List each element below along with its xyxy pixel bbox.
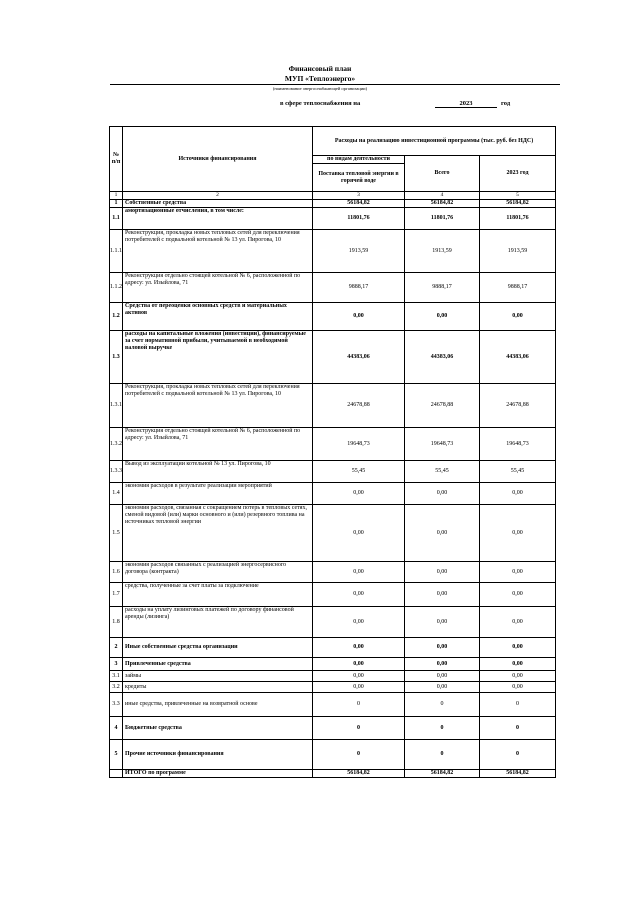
row-value-supply: 0,00 <box>313 483 405 505</box>
row-number: 3.3 <box>110 693 123 717</box>
table-row <box>110 200 556 208</box>
row-number: 1.7 <box>110 583 123 607</box>
plan-year: 2023 <box>435 100 497 108</box>
row-number: 3 <box>110 658 123 671</box>
row-source-name: амортизационные отчисления, в том числе: <box>123 208 313 230</box>
row-number: 1.3.1 <box>110 384 123 428</box>
row-value-year: 0,00 <box>480 671 556 682</box>
header-expenses: Расходы на реализацию инвестиционной программы (тыс. руб. без НДС) <box>313 127 556 156</box>
row-source-name: средства, полученные за счет платы за подключение <box>123 583 313 607</box>
row-number: 1 <box>110 200 123 208</box>
row-value-supply: 0,00 <box>313 658 405 671</box>
row-source-name: кредиты <box>123 682 313 693</box>
row-value-supply: 44383,06 <box>313 331 405 384</box>
row-value-total: 0 <box>405 717 480 740</box>
row-value-supply: 0,00 <box>313 505 405 562</box>
row-source-name: иные средства, привлеченные на возвратной основе <box>123 693 313 717</box>
table-row <box>110 461 556 483</box>
sphere-label: в сфере теплоснабжения на <box>280 100 361 107</box>
table-row <box>110 671 556 682</box>
table-row <box>110 658 556 671</box>
row-value-total: 44383,06 <box>405 331 480 384</box>
table-row <box>110 273 556 303</box>
row-source-name: Привлеченные средства <box>123 658 313 671</box>
year-suffix: год <box>501 100 511 107</box>
row-value-year: 24678,88 <box>480 384 556 428</box>
row-value-supply: 0 <box>313 717 405 740</box>
row-value-year: 55,45 <box>480 461 556 483</box>
table-row <box>110 770 556 778</box>
header-source: Источники финансирования <box>123 127 313 192</box>
row-value-year: 19648,73 <box>480 428 556 461</box>
header-num: № п/п <box>110 127 123 192</box>
table-row <box>110 331 556 384</box>
row-value-total: 0,00 <box>405 638 480 658</box>
table-row <box>110 682 556 693</box>
row-source-name: Бюджетные средства <box>123 717 313 740</box>
row-number: 1.4 <box>110 483 123 505</box>
row-source-name: Собственные средства <box>123 200 313 208</box>
row-value-year: 0,00 <box>480 607 556 638</box>
row-source-name: Вывод из эксплуатации котельной № 13 ул. Пирогова, 10 <box>123 461 313 483</box>
row-value-total: 0,00 <box>405 562 480 583</box>
row-value-supply: 11801,76 <box>313 208 405 230</box>
row-value-supply: 0,00 <box>313 583 405 607</box>
row-number: 1.2 <box>110 303 123 331</box>
row-value-supply: 56184,82 <box>313 200 405 208</box>
table-row <box>110 717 556 740</box>
row-value-year: 0,00 <box>480 303 556 331</box>
table-row <box>110 384 556 428</box>
column-index: 1 <box>110 192 123 200</box>
row-number: 1.8 <box>110 607 123 638</box>
row-value-total: 0,00 <box>405 303 480 331</box>
row-value-supply: 24678,88 <box>313 384 405 428</box>
row-source-name: Прочие источники финансирования <box>123 740 313 770</box>
row-source-name: экономия расходов связанных с реализацией энергосервисного договора (контракта) <box>123 562 313 583</box>
row-value-year: 56184,82 <box>480 770 556 778</box>
row-source-name: экономия расходов, связанная с сокращением потерь в тепловых сетях, сменой видовой (или) марки основного и (или) резервного топлива на источниках тепловой энергии <box>123 505 313 562</box>
row-number: 1.1.1 <box>110 230 123 273</box>
row-value-supply: 0,00 <box>313 638 405 658</box>
row-value-year: 11801,76 <box>480 208 556 230</box>
row-source-name: Реконструкция, прокладка новых тепловых сетей для переключения потребителей с подвальной котельной № 13 ул. Пирогова, 10 <box>123 230 313 273</box>
row-value-supply: 0,00 <box>313 607 405 638</box>
row-source-name: Реконструкция отдельно стоящей котельной № 6, расположенной по адресу: ул. Изыйлова, 71 <box>123 428 313 461</box>
row-number <box>110 770 123 778</box>
row-source-name: Реконструкция отдельно стоящей котельной № 6, расположенной по адресу: ул. Изыйлова, 71 <box>123 273 313 303</box>
row-value-supply: 19648,73 <box>313 428 405 461</box>
table-row <box>110 740 556 770</box>
row-source-name: ИТОГО по программе <box>123 770 313 778</box>
row-value-supply: 0 <box>313 740 405 770</box>
document-title: Финансовый план <box>288 64 352 73</box>
row-value-total: 0,00 <box>405 505 480 562</box>
column-index: 5 <box>480 192 556 200</box>
table-row <box>110 483 556 505</box>
row-number: 3.2 <box>110 682 123 693</box>
header-total: Всего <box>405 156 480 192</box>
row-value-year: 0,00 <box>480 682 556 693</box>
table-row <box>110 303 556 331</box>
column-index: 3 <box>313 192 405 200</box>
column-index-row <box>110 192 556 200</box>
row-value-year: 0,00 <box>480 583 556 607</box>
row-value-total: 0 <box>405 693 480 717</box>
row-value-supply: 1913,59 <box>313 230 405 273</box>
row-value-supply: 9888,17 <box>313 273 405 303</box>
table-row <box>110 230 556 273</box>
table-row <box>110 607 556 638</box>
table-row <box>110 638 556 658</box>
row-value-year: 0 <box>480 740 556 770</box>
row-value-year: 9888,17 <box>480 273 556 303</box>
row-value-year: 1913,59 <box>480 230 556 273</box>
row-number: 2 <box>110 638 123 658</box>
row-value-total: 56184,82 <box>405 200 480 208</box>
row-value-total: 0,00 <box>405 658 480 671</box>
row-number: 1.5 <box>110 505 123 562</box>
row-value-total: 0,00 <box>405 671 480 682</box>
row-value-total: 24678,88 <box>405 384 480 428</box>
row-value-year: 0,00 <box>480 638 556 658</box>
organization-name: МУП «Теплоэнерго» <box>284 74 356 83</box>
org-underline <box>110 84 560 85</box>
row-value-year: 0,00 <box>480 658 556 671</box>
row-value-year: 0,00 <box>480 483 556 505</box>
row-value-year: 44383,06 <box>480 331 556 384</box>
row-value-supply: 0,00 <box>313 562 405 583</box>
table-row <box>110 208 556 230</box>
row-value-supply: 0,00 <box>313 682 405 693</box>
row-number: 1.1 <box>110 208 123 230</box>
row-value-supply: 56184,82 <box>313 770 405 778</box>
row-source-name: расходы на капитальные вложения (инвестиции), финансируемые за счет нормативной прибыли, учитываемой в необходимой валовой выручке <box>123 331 313 384</box>
table-row <box>110 693 556 717</box>
column-index: 2 <box>123 192 313 200</box>
row-value-supply: 0,00 <box>313 671 405 682</box>
table-row <box>110 428 556 461</box>
table-row <box>110 505 556 562</box>
organization-caption: (наименование энергоснабжающей организации) <box>272 86 368 91</box>
row-value-total: 55,45 <box>405 461 480 483</box>
row-number: 1.3.2 <box>110 428 123 461</box>
row-value-total: 0 <box>405 740 480 770</box>
row-value-total: 9888,17 <box>405 273 480 303</box>
row-value-total: 0,00 <box>405 483 480 505</box>
row-value-supply: 55,45 <box>313 461 405 483</box>
row-source-name: Иные собственные средства организации <box>123 638 313 658</box>
row-value-supply: 0,00 <box>313 303 405 331</box>
row-value-year: 0,00 <box>480 505 556 562</box>
row-value-year: 56184,82 <box>480 200 556 208</box>
column-index: 4 <box>405 192 480 200</box>
row-source-name: экономия расходов в результате реализации мероприятий <box>123 483 313 505</box>
row-value-year: 0,00 <box>480 562 556 583</box>
row-value-total: 0,00 <box>405 607 480 638</box>
row-number: 1.6 <box>110 562 123 583</box>
financial-plan-table <box>109 126 556 778</box>
row-number: 4 <box>110 717 123 740</box>
table-row <box>110 583 556 607</box>
row-value-supply: 0 <box>313 693 405 717</box>
row-source-name: Средства от переоценки основных средств и материальных активов <box>123 303 313 331</box>
row-value-year: 0 <box>480 693 556 717</box>
row-value-total: 0,00 <box>405 583 480 607</box>
row-source-name: расходы на уплату лизинговых платежей по договору финансовой аренды (лизинга) <box>123 607 313 638</box>
row-number: 1.1.2 <box>110 273 123 303</box>
row-value-total: 1913,59 <box>405 230 480 273</box>
row-source-name: Реконструкция, прокладка новых тепловых сетей для переключения потребителей с подвальной котельной № 13 ул. Пирогова, 10 <box>123 384 313 428</box>
header-by-type: по видам деятельности <box>313 156 405 164</box>
row-number: 1.3 <box>110 331 123 384</box>
row-value-total: 56184,82 <box>405 770 480 778</box>
row-value-total: 11801,76 <box>405 208 480 230</box>
row-number: 1.3.3 <box>110 461 123 483</box>
row-value-total: 19648,73 <box>405 428 480 461</box>
row-value-total: 0,00 <box>405 682 480 693</box>
row-number: 5 <box>110 740 123 770</box>
row-source-name: займы <box>123 671 313 682</box>
table-row <box>110 562 556 583</box>
row-value-year: 0 <box>480 717 556 740</box>
row-number: 3.1 <box>110 671 123 682</box>
header-year: 2023 год <box>480 156 556 192</box>
header-supply: Поставка тепловой энергии в горячей воде <box>313 164 405 192</box>
